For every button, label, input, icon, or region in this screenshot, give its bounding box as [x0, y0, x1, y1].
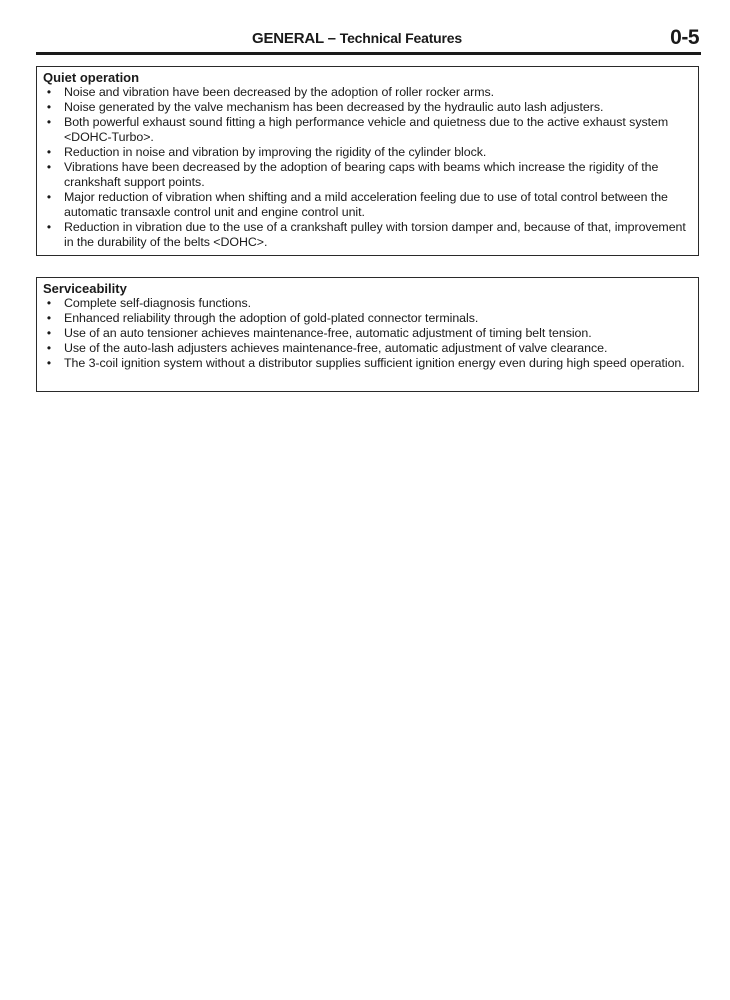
list-item-text: Noise generated by the valve mechanism has been decreased by the hydraulic auto lash adjusters. [64, 100, 604, 114]
bullet-icon: • [46, 190, 52, 204]
list-item [43, 145, 692, 160]
list-item-text: Vibrations have been decreased by the adoption of bearing caps with beams which increase the rigidity of the crankshaft support points. [64, 160, 659, 189]
list-item [43, 341, 692, 356]
list-item-text: Reduction in vibration due to the use of a crankshaft pulley with torsion damper and, because of that, improvement in the durability of the belts <DOHC>. [64, 220, 686, 249]
list-item [43, 296, 692, 311]
header-title-main: GENERAL [252, 30, 324, 47]
header-title-sub: Technical Features [339, 30, 462, 46]
list-item-text: Use of an auto tensioner achieves maintenance-free, automatic adjustment of timing belt tension. [64, 326, 592, 340]
page-number: 0-5 [670, 26, 699, 49]
quiet-operation-section [36, 66, 699, 256]
list-item-text: Noise and vibration have been decreased by the adoption of roller rocker arms. [64, 85, 495, 99]
serviceability-section [36, 277, 699, 392]
list-item [43, 326, 692, 341]
list-item [43, 100, 692, 115]
section-heading: Quiet operation [43, 70, 140, 85]
bullet-icon: • [46, 296, 52, 310]
bullet-icon: • [46, 311, 52, 325]
list-item [43, 220, 692, 250]
list-item [43, 85, 692, 100]
list-item-text: Enhanced reliability through the adoption of gold-plated connector terminals. [64, 311, 479, 325]
bullet-icon: • [46, 220, 52, 234]
bullet-icon: • [46, 326, 52, 340]
page-header [36, 26, 701, 52]
header-title [252, 30, 462, 47]
bullet-icon: • [46, 160, 52, 174]
bullet-list [43, 85, 692, 250]
list-item [43, 160, 692, 190]
list-item-text: Major reduction of vibration when shifting and a mild acceleration feeling due to use of total control between the automatic transaxle control unit and engine control unit. [64, 190, 668, 219]
list-item [43, 311, 692, 326]
bullet-list [43, 296, 692, 371]
list-item [43, 356, 692, 371]
bullet-icon: • [46, 145, 52, 159]
list-item [43, 115, 692, 145]
list-item-text: The 3-coil ignition system without a distributor supplies sufficient ignition energy even during high speed operation. [64, 356, 685, 370]
header-rule [36, 52, 701, 55]
bullet-icon: • [46, 356, 52, 370]
bullet-icon: • [46, 85, 52, 99]
bullet-icon: • [46, 115, 52, 129]
list-item-text: Use of the auto-lash adjusters achieves maintenance-free, automatic adjustment of valve clearance. [64, 341, 608, 355]
bullet-icon: • [46, 341, 52, 355]
list-item-text: Reduction in noise and vibration by improving the rigidity of the cylinder block. [64, 145, 487, 159]
list-item-text: Both powerful exhaust sound fitting a high performance vehicle and quietness due to the active exhaust system <DOHC-Turbo>. [64, 115, 669, 144]
header-title-separator: – [323, 30, 340, 47]
bullet-icon: • [46, 100, 52, 114]
list-item [43, 190, 692, 220]
list-item-text: Complete self-diagnosis functions. [64, 296, 252, 310]
section-heading: Serviceability [43, 281, 127, 296]
